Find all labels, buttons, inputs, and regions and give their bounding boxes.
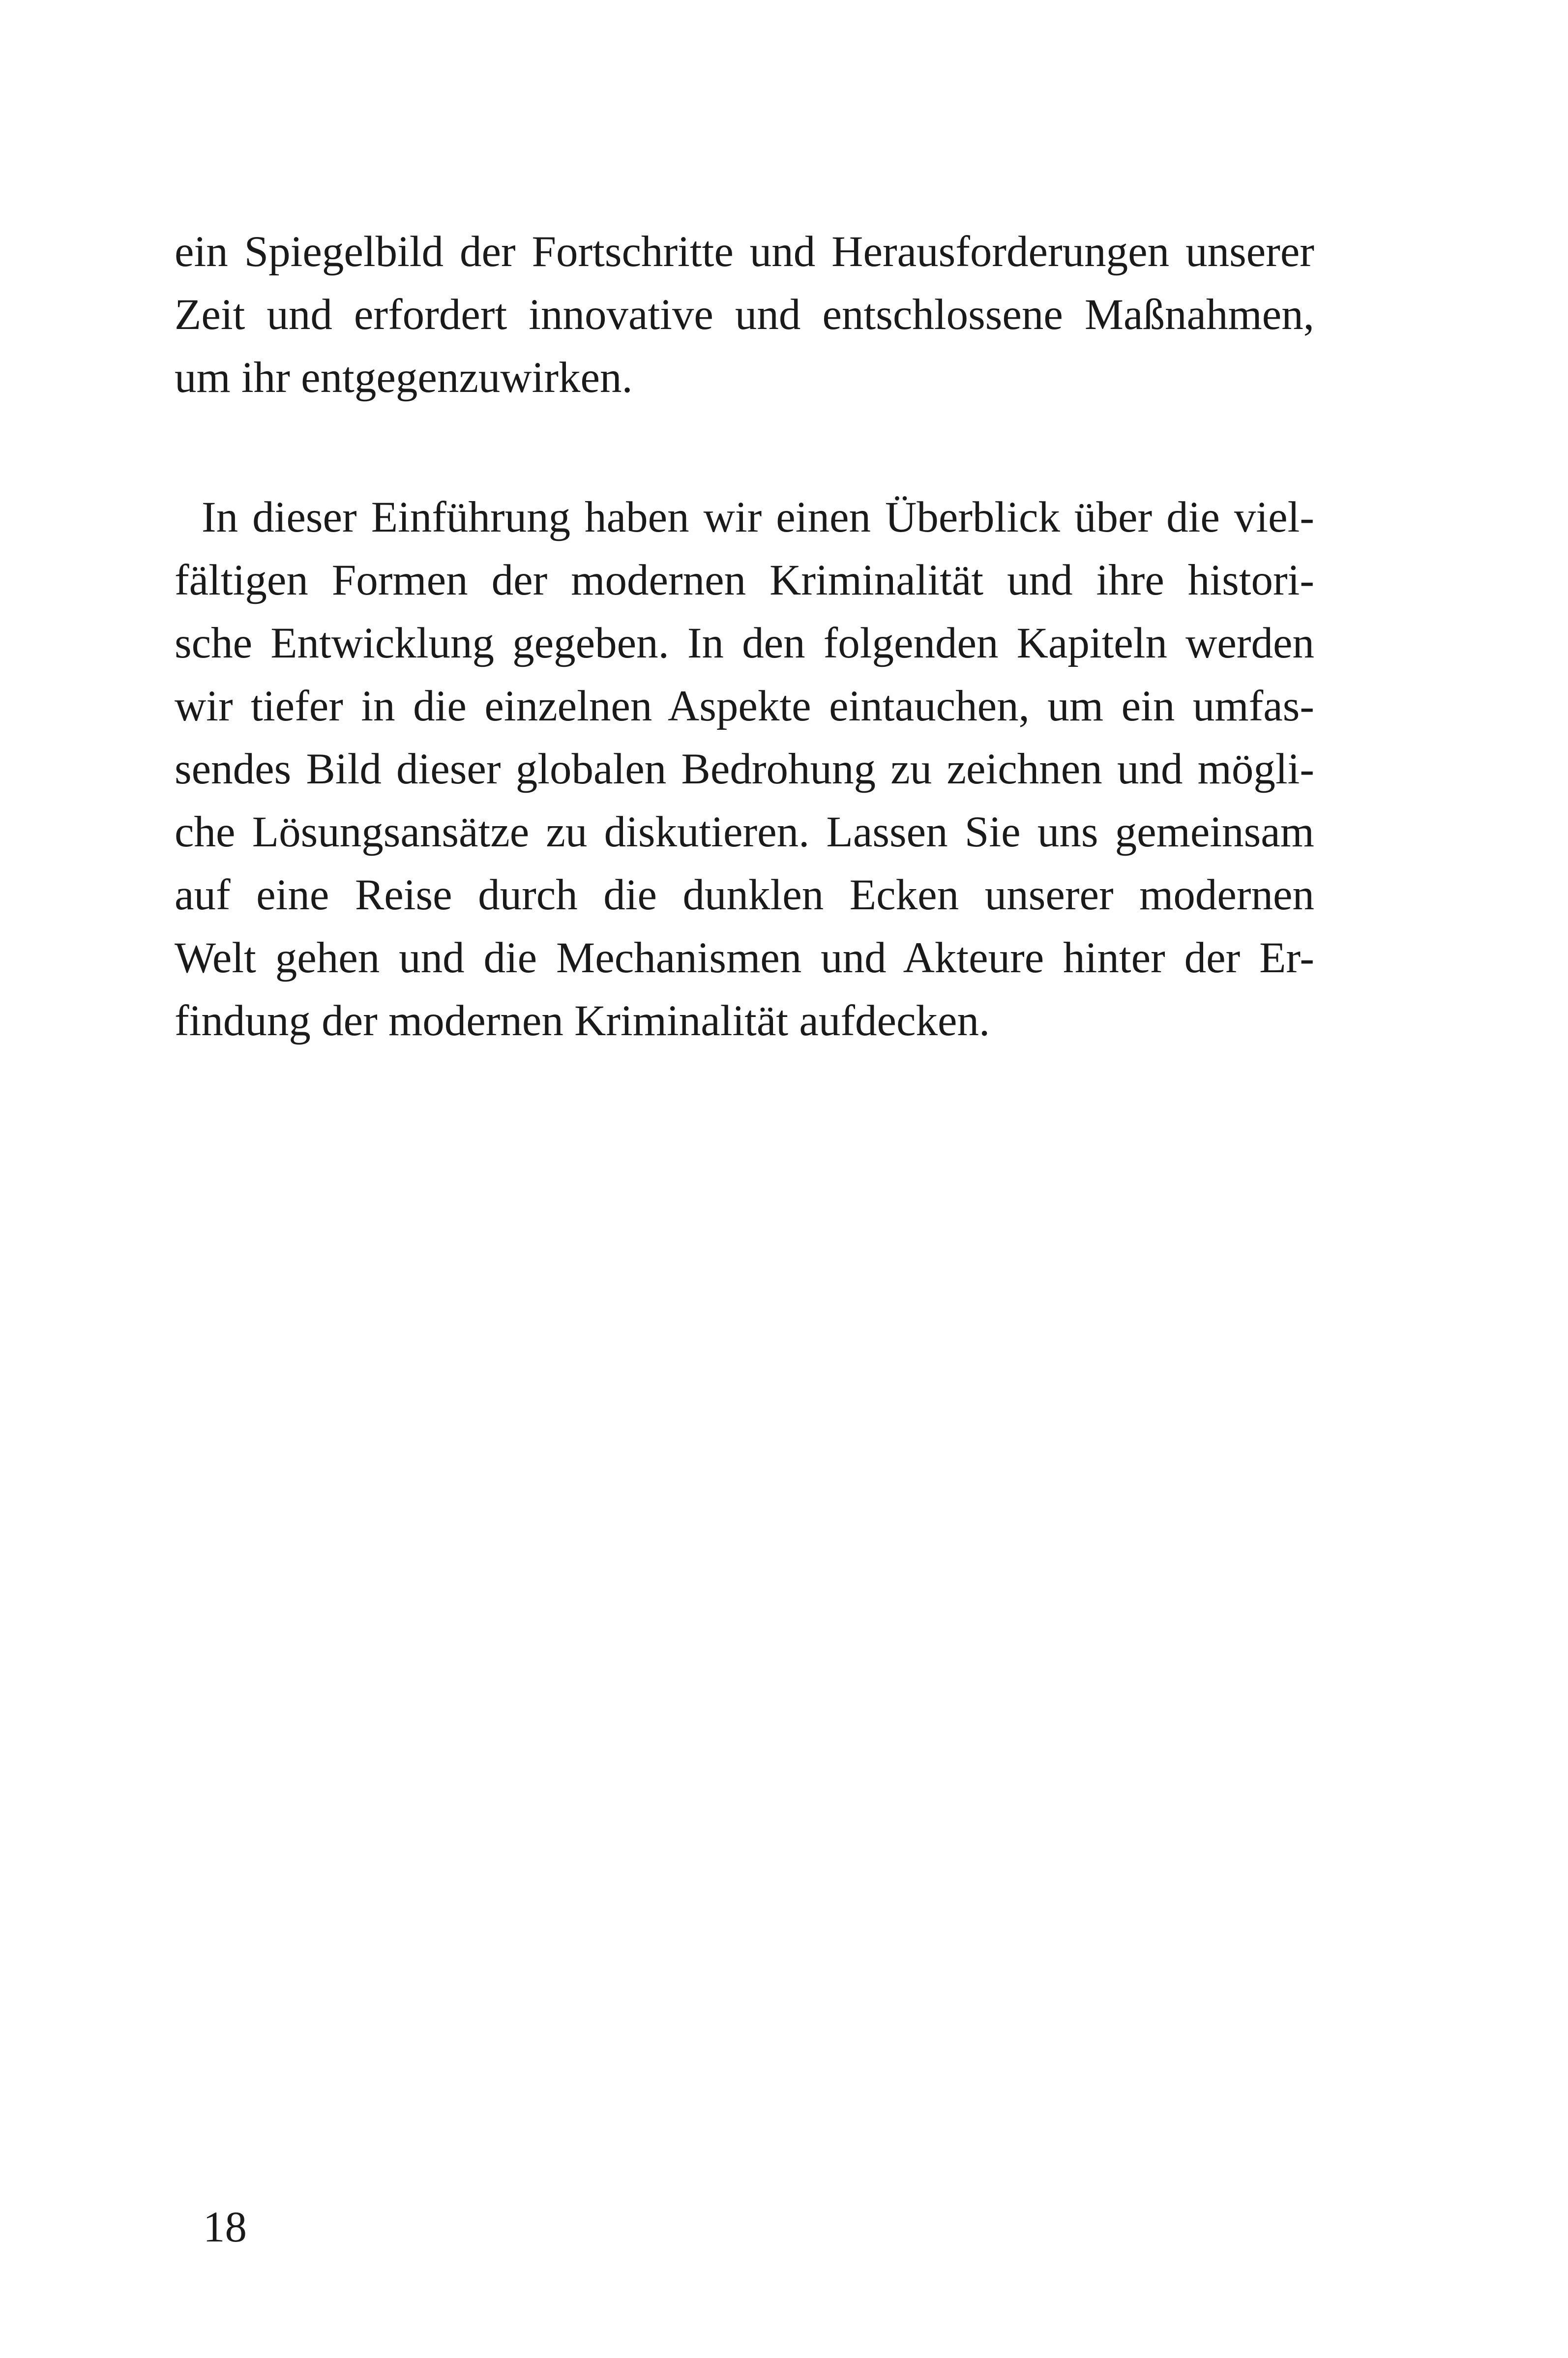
paragraph-introduction-summary xyxy=(175,486,1314,1052)
text-line: Welt gehen und die Mechanismen und Akteure hinter der Er- xyxy=(175,934,1314,982)
page-number: 18 xyxy=(203,2203,247,2251)
text-line: fältigen Formen der modernen Kriminalität und ihre histori- xyxy=(175,556,1314,604)
text-line: In dieser Einführung haben wir einen Überblick über die viel- xyxy=(202,493,1314,541)
text-line: Zeit und erfordert innovative und entschlossene Maßnahmen, xyxy=(175,291,1314,339)
text-line: che Lösungsansätze zu diskutieren. Lassen Sie uns gemeinsam xyxy=(175,808,1314,856)
paragraph-continuation xyxy=(175,220,1314,409)
text-line: ein Spiegelbild der Fortschritte und Herausforderungen unserer xyxy=(175,228,1314,276)
text-line: um ihr entgegenzuwirken. xyxy=(175,354,633,402)
text-line: sche Entwicklung gegeben. In den folgenden Kapiteln werden xyxy=(175,619,1314,667)
text-line: findung der modernen Kriminalität aufdecken. xyxy=(175,997,990,1045)
text-line: sendes Bild dieser globalen Bedrohung zu zeichnen und mögli- xyxy=(175,745,1314,793)
text-line: auf eine Reise durch die dunklen Ecken unserer modernen xyxy=(175,871,1314,919)
text-line: wir tiefer in die einzelnen Aspekte eintauchen, um ein umfas- xyxy=(175,682,1314,730)
